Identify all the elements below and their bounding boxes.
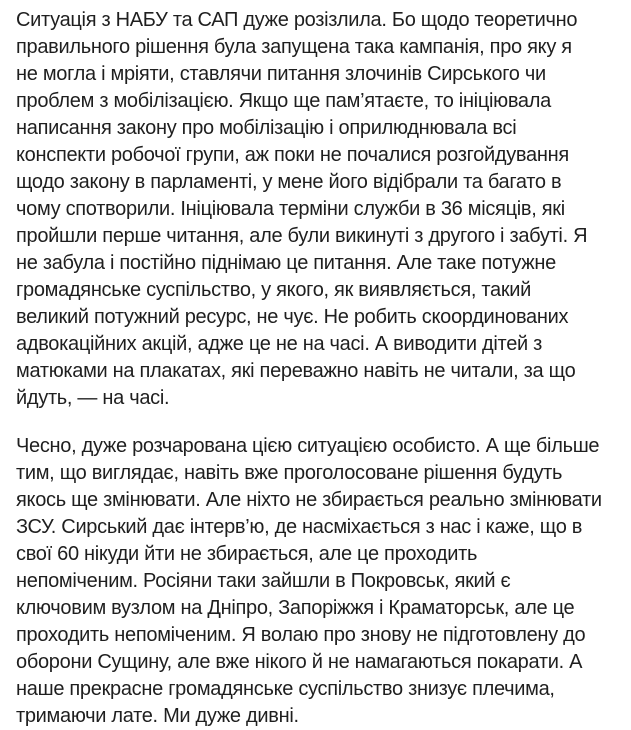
text-line: ЗСУ. Сирський дає інтерв’ю, де насміхається з нас і каже, що в [16,516,583,538]
text-line: ключовим вузлом на Дніпро, Запоріжжя і Краматорськ, але це [16,597,575,619]
text-line: проблем з мобілізацією. Якщо ще пам’ятаєте, то ініціювала [16,90,551,112]
text-line: тим, що виглядає, навіть вже проголосоване рішення будуть [16,462,563,484]
paragraph [16,433,617,730]
text-line: не могла і мріяти, ставлячи питання злочинів Сирського чи [16,63,546,85]
text-line: наше прекрасне громадянське суспільство знизує плечима, [16,678,555,700]
text-line: адвокаційних акцій, адже це не на часі. А виводити дітей з [16,333,543,355]
text-line: написання закону про мобілізацію і оприлюднювала всі [16,117,517,139]
text-line: свої 60 нікуди йти не збирається, але це проходить [16,543,478,565]
text-line: оборони Сущину, але вже нікого й не намагаються покарати. А [16,651,583,673]
text-line: великий потужний ресурс, не чує. Не робить скоординованих [16,306,569,328]
text-line: громадянське суспільство, у якого, як виявляється, такий [16,279,532,301]
text-line: Чесно, дуже розчарована цією ситуацією особисто. А ще більше [16,435,600,457]
text-line: проходить непоміченим. Я волаю про знову не підготовлену до [16,624,586,646]
text-line: не забула і постійно піднімаю це питання. Але таке потужне [16,252,556,274]
text-line: щодо закону в парламенті, у мене його відібрали та багато в [16,171,562,193]
text-line: конспекти робочої групи, аж поки не почалися розгойдування [16,144,569,166]
text-line: пройшли перше читання, але були викинуті з другого і забуті. Я [16,225,588,247]
text-line: йдуть, — на часі. [16,387,170,409]
text-line: тримаючи лате. Ми дуже дивні. [16,705,299,727]
paragraph [16,7,617,412]
text-line: правильного рішення була запущена така кампанія, про яку я [16,36,572,58]
text-line: чому спотворили. Ініціювала терміни служби в 36 місяців, які [16,198,565,220]
text-line: Ситуація з НАБУ та САП дуже розізлила. Бо щодо теоретично [16,9,578,31]
text-line: якось ще змінювати. Але ніхто не збирається реально змінювати [16,489,602,511]
text-line: непоміченим. Росіяни таки зайшли в Покровськ, який є [16,570,511,592]
text-line: матюками на плакатах, які переважно навіть не читали, за що [16,360,576,382]
